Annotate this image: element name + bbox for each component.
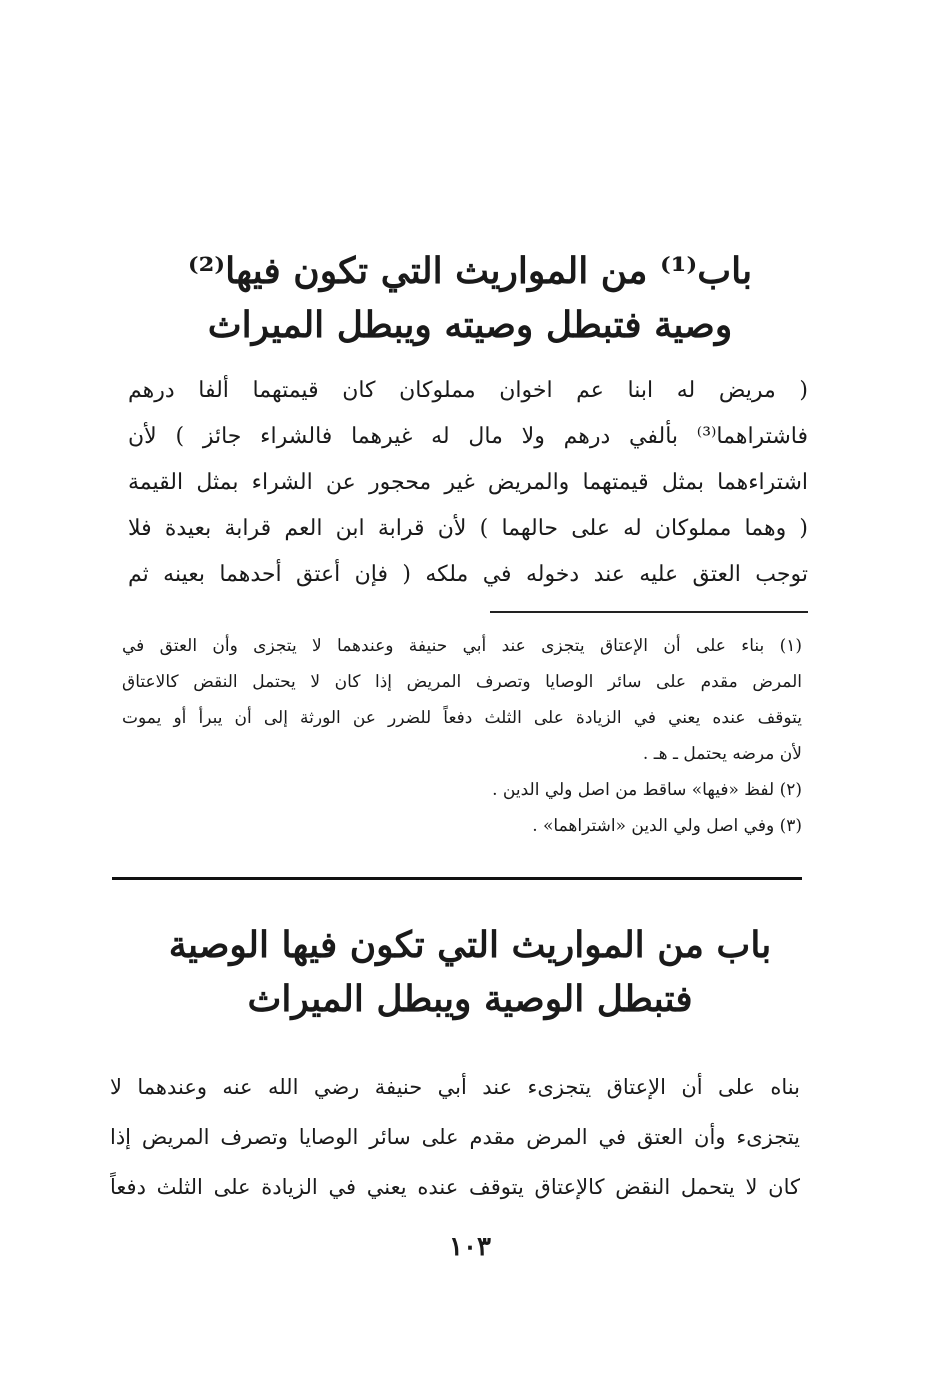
main-text (128, 368, 808, 598)
commentary-line: كان لا يتحمل النقض كالإعتاق يتوقف عنده يعني في الزيادة على الثلث دفعاً (110, 1175, 800, 1199)
main-text-line: اشتراءهما بمثل قيمتهما والمريض غير محجور عن الشراء بمثل القيمة (128, 470, 808, 495)
commentary-heading (110, 918, 830, 1026)
footnote-line: يتوقف عنده يعني في الزيادة على الثلث دفعاً للضرر عن الورثة إلى أن يبرأ أو يموت (122, 708, 802, 728)
main-text-line: فاشتراهما⁽³⁾ بألفي درهم ولا مال له غيرهما فالشراء جائز ) لأن (128, 424, 808, 449)
commentary-line: بناه على أن الإعتاق يتجزىء عند أبي حنيفة رضي الله عنه وعندهما لا (110, 1075, 800, 1099)
section-divider (112, 877, 802, 880)
footnote-line: لأن مرضه يحتمل ـ هـ . (642, 744, 802, 764)
footnote-1 (122, 628, 802, 772)
footnote-line: (١) بناء على أن الإعتاق يتجزى عند أبي حنيفة وعندهما لا يتجزى وأن العتق في (122, 636, 802, 656)
commentary-text (110, 1062, 800, 1212)
commentary-line: يتجزىء وأن العتق في المرض مقدم على سائر الوصايا وتصرف المريض إذا (110, 1125, 800, 1149)
commentary-heading-line-2: فتبطل الوصية ويبطل الميراث (247, 978, 693, 1020)
main-text-line: توجب العتق عليه عند دخوله في ملكه ( فإن أعتق أحدهما بعينه ثم (128, 562, 808, 587)
chapter-heading-line-1: باب⁽¹⁾ من المواريث التي تكون فيها⁽²⁾ (187, 250, 753, 292)
chapter-heading (110, 244, 830, 352)
footnote-separator (490, 611, 808, 613)
chapter-heading-line-2: وصية فتبطل وصيته ويبطل الميراث (207, 304, 733, 346)
footnote-2: (٢) لفظ «فيها» ساقط من اصل ولي الدين . (492, 780, 802, 800)
main-text-line: ( وهما مملوكان له على حالهما ) لأن قرابة ابن العم قرابة بعيدة فلا (128, 516, 808, 541)
footnote-3: (٣) وفي اصل ولي الدين «اشتراهما» . (532, 816, 802, 836)
footnote-line: المرض مقدم على سائر الوصايا وتصرف المريض إذا كان لا يحتمل النقض كالاعتاق (122, 672, 802, 692)
page-number: ١٠٣ (449, 1232, 491, 1262)
main-text-line: ( مريض له ابنا عم اخوان مملوكان كان قيمتهما ألفا درهم (128, 378, 808, 403)
commentary-heading-line-1: باب من المواريث التي تكون فيها الوصية (168, 924, 772, 966)
footnotes (122, 628, 802, 844)
